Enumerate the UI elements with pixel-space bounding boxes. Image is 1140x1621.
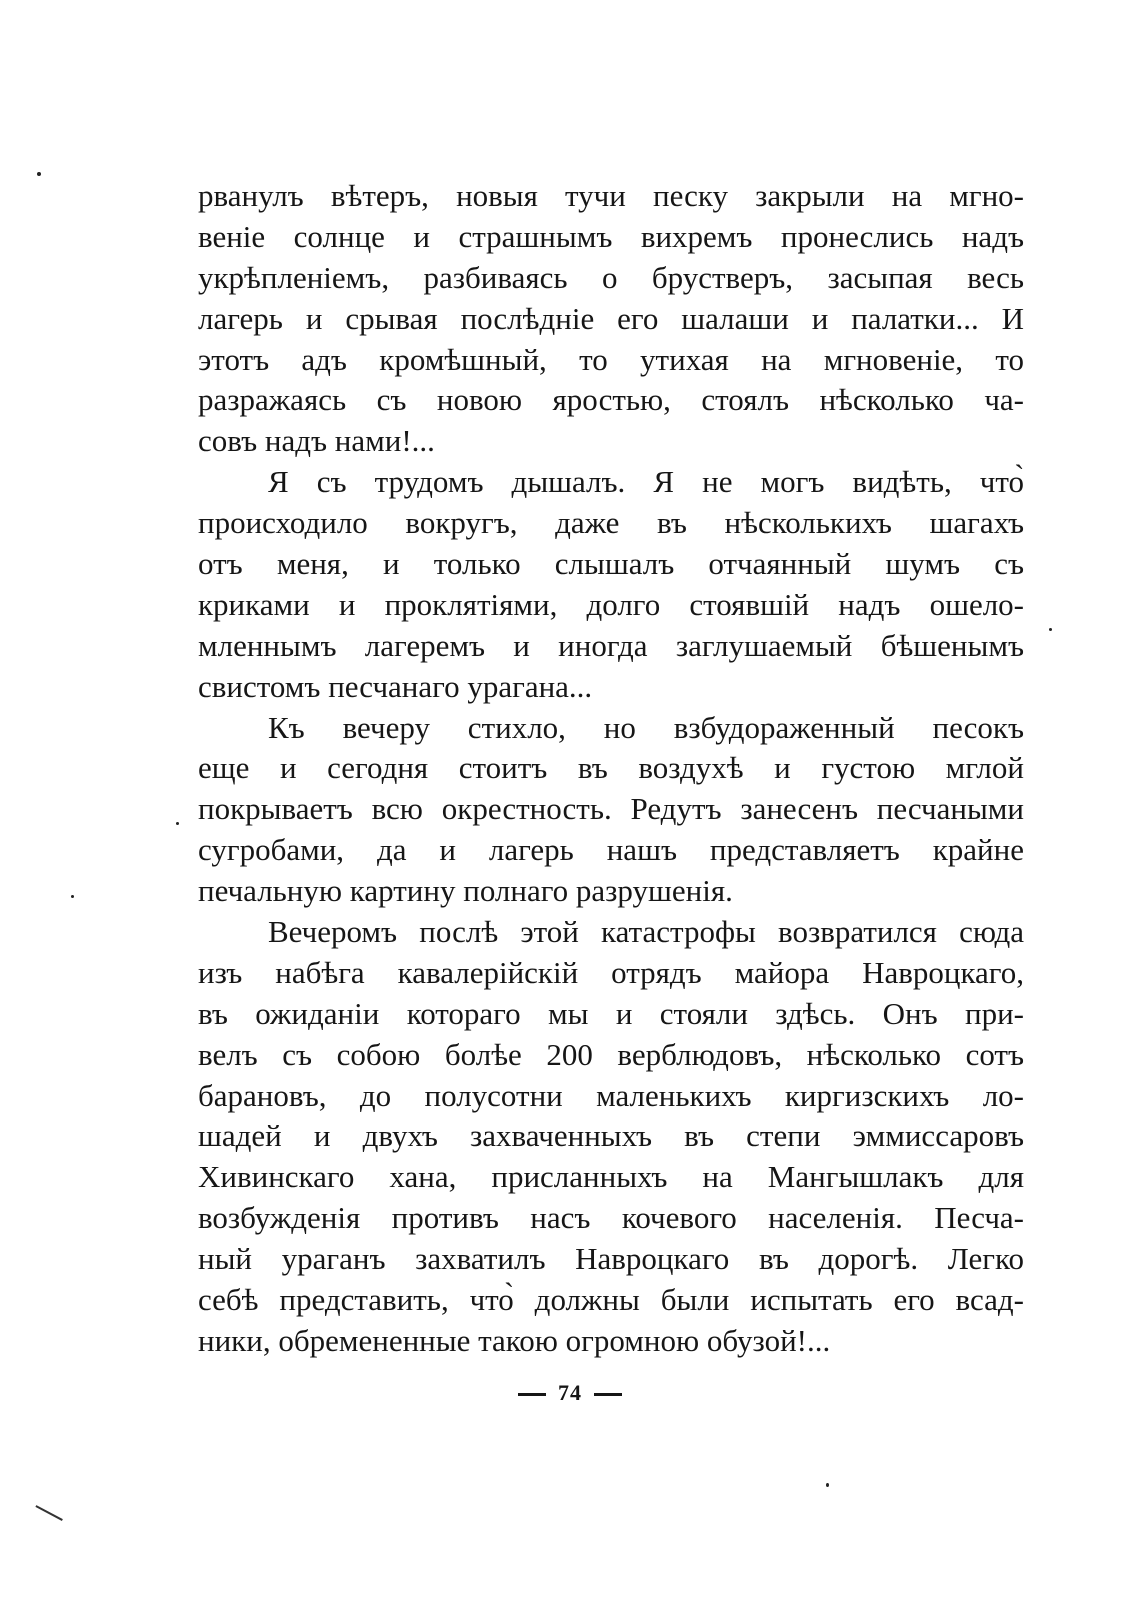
text-line: сугробами, да и лагерь нашъ представляетъ крайне: [198, 832, 1024, 868]
page-number-dash-right: [594, 1393, 622, 1396]
paragraph: [198, 912, 1024, 1362]
text-line: печальную картину полнаго разрушенія.: [198, 873, 733, 909]
text-line: укрѣпленіемъ, разбиваясь о брустверъ, засыпая весь: [198, 259, 1024, 295]
text-line: криками и проклятіями, долго стоявшій надъ ошело-: [198, 586, 1024, 622]
text-line: разражаясь съ новою яростью, стоялъ нѣсколько ча-: [198, 382, 1024, 418]
text-line: рванулъ вѣтеръ, новыя тучи песку закрыли на мгно-: [198, 178, 1024, 213]
text-line: ный ураганъ захватилъ Навроцкаго въ дорогѣ. Легко: [198, 1241, 1024, 1277]
text-line: Хивинскаго хана, присланныхъ на Мангышлакъ для: [198, 1159, 1024, 1195]
text-line: Къ вечеру стихло, но взбудораженный песокъ: [268, 709, 1024, 745]
text-line: лагерь и срывая послѣдніе его шалаши и палатки... И: [198, 300, 1024, 336]
text-line: еще и сегодня стоитъ въ воздухѣ и густою мглой: [198, 750, 1024, 786]
scan-speck: [826, 1483, 829, 1487]
page-number: [0, 1380, 1140, 1406]
paragraph: [198, 708, 1024, 912]
text-line: въ ожиданіи котораго мы и стояли здѣсь. Онъ при-: [198, 995, 1024, 1031]
text-line: себѣ представить, что̀ должны были испытать его всад-: [198, 1282, 1024, 1318]
text-line: происходило вокругъ, даже въ нѣсколькихъ шагахъ: [198, 505, 1024, 541]
page-number-value: 74: [558, 1380, 582, 1405]
text-line: свистомъ песчанаго урагана...: [198, 668, 593, 704]
text-line: этотъ адъ кромѣшный, то утихая на мгновеніе, то: [198, 341, 1024, 377]
text-line: Вечеромъ послѣ этой катастрофы возвратился сюда: [268, 914, 1024, 950]
text-line: изъ набѣга кавалерійскій отрядъ майора Навроцкаго,: [198, 954, 1024, 990]
text-line: возбужденія противъ насъ кочевого населенія. Песча-: [198, 1200, 1024, 1236]
text-line: ники, обремененные такою огромною обузой!...: [198, 1322, 831, 1358]
paragraph: [198, 176, 1024, 462]
body-text: [198, 176, 1024, 1362]
scan-speck: [71, 895, 74, 898]
text-line: шадей и двухъ захваченныхъ въ степи эммиссаровъ: [198, 1118, 1024, 1154]
text-line: совъ надъ нами!...: [198, 423, 435, 459]
scan-scratch-mark: [36, 1505, 63, 1520]
text-line: велъ съ собою болѣе 200 верблюдовъ, нѣсколько сотъ: [198, 1036, 1024, 1072]
page-number-dash-left: [518, 1393, 546, 1396]
text-line: мленнымъ лагеремъ и иногда заглушаемый бѣшенымъ: [198, 627, 1024, 663]
paragraph: [198, 462, 1024, 707]
scan-speck: [176, 822, 179, 825]
text-line: Я съ трудомъ дышалъ. Я не могъ видѣть, что̀: [268, 464, 1024, 500]
scan-speck: [37, 172, 41, 176]
text-line: веніе солнце и страшнымъ вихремъ пронеслись надъ: [198, 218, 1024, 254]
text-line: отъ меня, и только слышалъ отчаянный шумъ съ: [198, 546, 1024, 582]
text-line: барановъ, до полусотни маленькихъ киргизскихъ ло-: [198, 1077, 1024, 1113]
scan-speck: [1049, 628, 1052, 631]
text-line: покрываетъ всю окрестность. Редутъ занесенъ песчаными: [198, 791, 1024, 827]
